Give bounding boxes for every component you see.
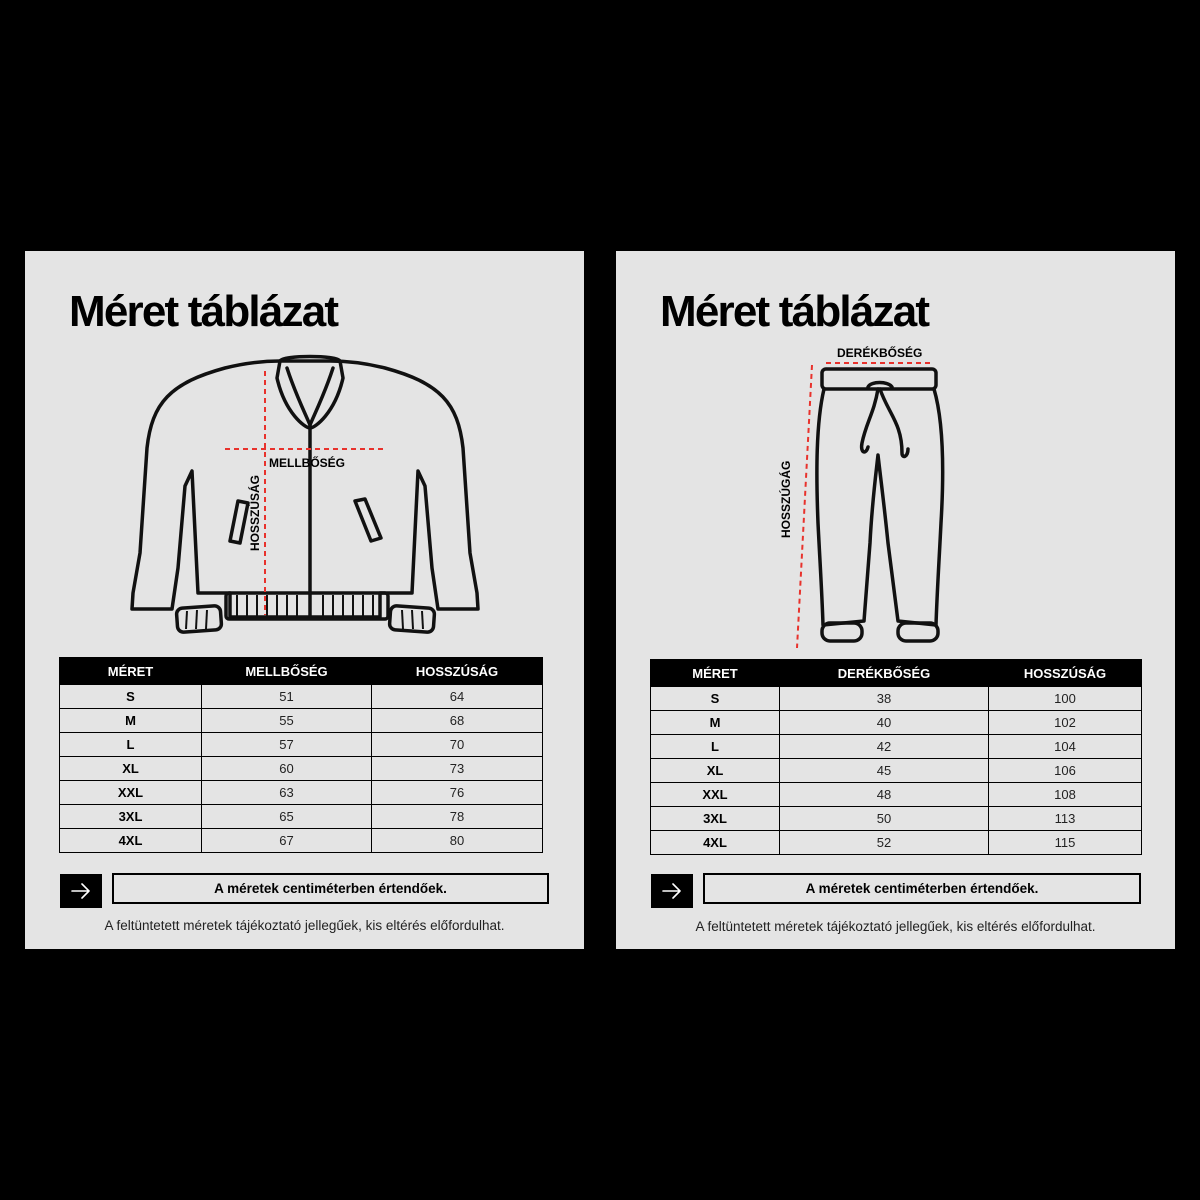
table-row (651, 759, 1142, 783)
size-cell: XXL (60, 781, 202, 805)
jacket-illustration (25, 343, 584, 643)
table-row (651, 735, 1142, 759)
column-header: MELLBŐSÉG (202, 658, 372, 685)
size-cell: 4XL (60, 829, 202, 853)
size-cell: 3XL (651, 807, 780, 831)
length-cell: 113 (989, 807, 1142, 831)
length-cell: 73 (372, 757, 543, 781)
table-row (651, 831, 1142, 855)
length-cell: 78 (372, 805, 543, 829)
arrow-right-button[interactable] (651, 874, 693, 908)
table-row (60, 685, 543, 709)
size-cell: L (60, 733, 202, 757)
chest-cell: 57 (202, 733, 372, 757)
waist-cell: 42 (780, 735, 989, 759)
length-cell: 106 (989, 759, 1142, 783)
table-row (651, 711, 1142, 735)
length-label: HOSSZÚGÁG (779, 460, 793, 538)
table-row (60, 733, 543, 757)
length-cell: 102 (989, 711, 1142, 735)
length-cell: 100 (989, 687, 1142, 711)
size-cell: S (651, 687, 780, 711)
jacket-size-table (59, 657, 543, 853)
table-header-row (651, 660, 1142, 687)
pants-size-chart-panel (616, 251, 1175, 949)
waist-cell: 38 (780, 687, 989, 711)
chest-cell: 51 (202, 685, 372, 709)
disclaimer-text: A feltüntetett méretek tájékoztató jellegűek, kis eltérés előfordulhat. (104, 918, 505, 933)
table-row (651, 687, 1142, 711)
chest-label: MELLBŐSÉG (269, 456, 346, 470)
table-row (651, 807, 1142, 831)
pants-illustration (616, 343, 1175, 653)
jacket-size-chart-panel (25, 251, 584, 949)
column-header: HOSSZÚSÁG (989, 660, 1142, 687)
length-measure-line (797, 365, 812, 648)
waist-cell: 52 (780, 831, 989, 855)
jacket-title: Méret táblázat (69, 287, 338, 336)
table-row (60, 805, 543, 829)
pants-title: Méret táblázat (660, 287, 929, 336)
table-row (60, 781, 543, 805)
arrow-right-icon (661, 882, 683, 900)
table-row (60, 757, 543, 781)
column-header: HOSSZÚSÁG (372, 658, 543, 685)
waist-cell: 48 (780, 783, 989, 807)
waist-cell: 40 (780, 711, 989, 735)
units-note: A méretek centiméterben értendőek. (703, 873, 1141, 904)
length-cell: 70 (372, 733, 543, 757)
column-header: DERÉKBŐSÉG (780, 660, 989, 687)
chest-cell: 60 (202, 757, 372, 781)
pants-size-table (650, 659, 1142, 855)
size-cell: M (651, 711, 780, 735)
arrow-right-icon (70, 882, 92, 900)
length-cell: 76 (372, 781, 543, 805)
waist-cell: 50 (780, 807, 989, 831)
size-cell: XXL (651, 783, 780, 807)
size-cell: XL (651, 759, 780, 783)
length-cell: 64 (372, 685, 543, 709)
size-cell: XL (60, 757, 202, 781)
length-cell: 115 (989, 831, 1142, 855)
size-cell: 3XL (60, 805, 202, 829)
column-header: MÉRET (60, 658, 202, 685)
length-cell: 80 (372, 829, 543, 853)
chest-cell: 55 (202, 709, 372, 733)
size-cell: 4XL (651, 831, 780, 855)
table-row (651, 783, 1142, 807)
length-cell: 68 (372, 709, 543, 733)
chest-cell: 67 (202, 829, 372, 853)
table-row (60, 829, 543, 853)
chest-cell: 63 (202, 781, 372, 805)
waist-label: DERÉKBŐSÉG (837, 346, 923, 360)
column-header: MÉRET (651, 660, 780, 687)
units-note: A méretek centiméterben értendőek. (112, 873, 549, 904)
waist-cell: 45 (780, 759, 989, 783)
disclaimer-text: A feltüntetett méretek tájékoztató jellegűek, kis eltérés előfordulhat. (695, 919, 1096, 934)
table-header-row (60, 658, 543, 685)
table-row (60, 709, 543, 733)
size-cell: M (60, 709, 202, 733)
arrow-right-button[interactable] (60, 874, 102, 908)
length-cell: 108 (989, 783, 1142, 807)
chest-cell: 65 (202, 805, 372, 829)
length-label: HOSSZÚSÁG (248, 474, 262, 551)
size-cell: L (651, 735, 780, 759)
size-cell: S (60, 685, 202, 709)
length-cell: 104 (989, 735, 1142, 759)
